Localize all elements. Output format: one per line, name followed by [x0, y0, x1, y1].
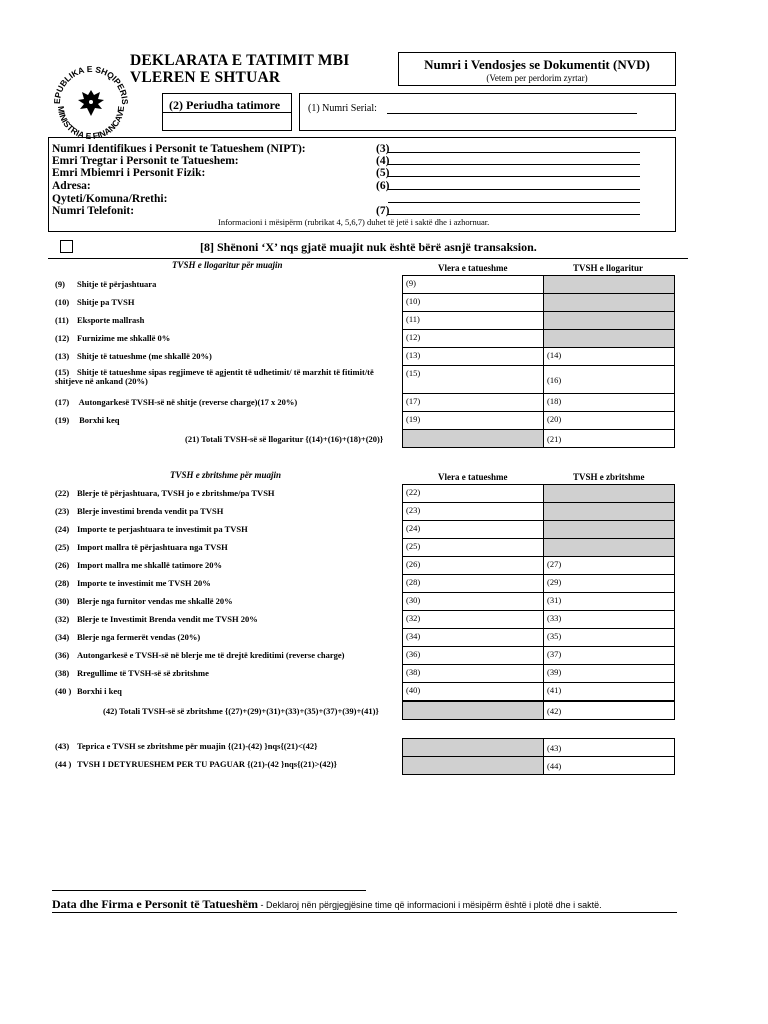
result-row-number: (44 )	[55, 759, 72, 769]
taxpayer-field-input-line[interactable]	[388, 202, 640, 203]
purchase-value-cell[interactable]: (24)	[402, 520, 544, 539]
serial-box[interactable]	[299, 93, 676, 131]
taxpayer-field-input-line[interactable]	[388, 152, 640, 153]
result-vat-cell[interactable]: (44)	[543, 756, 675, 775]
sales-row-text: Borxhi keq	[77, 415, 120, 425]
form-title-line2: VLEREN E SHTUAR	[130, 69, 281, 86]
sales-value-cell[interactable]: (19)	[402, 411, 544, 430]
result-value-cell	[402, 738, 544, 757]
purchase-row-number: (25)	[55, 542, 70, 552]
sales-value-cell[interactable]: (12)	[402, 329, 544, 348]
taxpayer-field-number: (4)	[376, 155, 390, 167]
purchase-row-number: (40 )	[55, 686, 72, 696]
sales-row-label	[55, 368, 374, 386]
purchase-row-text: Blerje te Investimit Brenda vendit me TVSH 20%	[77, 614, 258, 624]
sales-value-cell[interactable]: (11)	[402, 311, 544, 330]
nvd-title: Numri i Vendosjes se Dokumentit (NVD)	[424, 57, 650, 72]
purchase-row-label	[55, 561, 222, 570]
purchase-vat-cell[interactable]: (31)	[543, 592, 675, 611]
purchase-value-cell[interactable]: (28)	[402, 574, 544, 593]
sales-row-number: (9)	[55, 279, 65, 289]
purchase-value-cell[interactable]: (26)	[402, 556, 544, 575]
section-divider	[48, 258, 688, 259]
signature-declaration: - Deklaroj nën përgjegjësine time që informacioni i mësipërm është i plotë dhe i saktë.	[257, 900, 602, 910]
taxpayer-field-label: Numri Telefonit:	[52, 205, 135, 217]
sales-row-label	[55, 298, 134, 307]
purchase-row-text: Blerje nga fermerët vendas (20%)	[77, 632, 201, 642]
purchases-total-vat-cell[interactable]: (42)	[543, 701, 675, 720]
sales-row-number: (17)	[55, 397, 70, 407]
sales-value-cell[interactable]: (17)	[402, 393, 544, 412]
seal-text-bottom: MINISTRIA E FINANCAVE	[55, 105, 127, 142]
purchase-row-text: Borxhi i keq	[77, 686, 122, 696]
sales-value-cell[interactable]: (10)	[402, 293, 544, 312]
result-row-text: TVSH I DETYRUESHEM PER TU PAGUAR {(21)-(42 }nqs{(21)>(42)}	[77, 759, 337, 769]
purchase-row-number: (34)	[55, 632, 70, 642]
signature-line[interactable]	[52, 890, 366, 891]
purchase-vat-cell[interactable]: (27)	[543, 556, 675, 575]
purchase-vat-cell[interactable]: (37)	[543, 646, 675, 665]
purchase-row-number: (23)	[55, 506, 70, 516]
purchase-row-number: (30)	[55, 596, 70, 606]
result-value-cell	[402, 756, 544, 775]
taxpayer-field-input-line[interactable]	[388, 214, 640, 215]
purchases-total-label: (42) Totali TVSH-së së zbritshme {(27)+(29)+(31)+(33)+(35)+(37)+(39)+(41)}	[103, 706, 379, 716]
purchase-vat-cell[interactable]: (39)	[543, 664, 675, 683]
result-row-number: (43)	[55, 741, 70, 751]
result-row-label	[55, 760, 337, 769]
result-vat-cell[interactable]: (43)	[543, 738, 675, 757]
purchase-row-number: (22)	[55, 488, 70, 498]
taxpayer-field-number: (3)	[376, 143, 390, 155]
period-divider	[163, 112, 291, 113]
result-row-text: Teprica e TVSH se zbritshme për muajin {(21)-(42) }nqs{(21)<(42}	[77, 741, 318, 751]
taxpayer-field-label: Adresa:	[52, 180, 91, 192]
purchase-row-label	[55, 615, 258, 624]
purchase-row-label	[55, 525, 248, 534]
sales-col-vat-calculated: TVSH e llogaritur	[573, 263, 643, 273]
sales-row-text: Shitje të tatueshme sipas regjimeve të agjentit të udhetimit/ të marzhit të fitimit/të	[77, 367, 374, 377]
sales-row-text: Shitje të tatueshme (me shkallë 20%)	[77, 351, 212, 361]
serial-input-line[interactable]	[387, 113, 637, 114]
purchase-vat-cell[interactable]: (33)	[543, 610, 675, 629]
sales-row-text-cont: shitjeve në ankand (20%)	[55, 376, 148, 386]
purchase-value-cell[interactable]: (40)	[402, 682, 544, 701]
purchase-row-number: (38)	[55, 668, 70, 678]
purchase-value-cell[interactable]: (38)	[402, 664, 544, 683]
purchase-value-cell[interactable]: (30)	[402, 592, 544, 611]
sales-row-number: (19)	[55, 415, 70, 425]
taxpayer-field-label: Numri Identifikues i Personit te Tatueshem (NIPT):	[52, 143, 306, 155]
sales-total-value-cell	[402, 429, 544, 448]
taxpayer-info-note: Informacioni i mësipërm (rubrikat 4, 5,6,7) duhet të jetë i saktë dhe i azhornuar.	[218, 217, 490, 227]
purchase-vat-cell[interactable]: (41)	[543, 682, 675, 701]
purchase-vat-cell	[543, 502, 675, 521]
period-label: (2) Periudha tatimore	[169, 98, 281, 112]
nvd-subtitle: (Vetem per perdorim zyrtar)	[486, 73, 588, 83]
purchase-vat-cell	[543, 520, 675, 539]
serial-label: (1) Numri Serial:	[308, 103, 377, 114]
purchase-row-label	[55, 579, 211, 588]
purchase-value-cell[interactable]: (32)	[402, 610, 544, 629]
purchases-col-vat-deductible: TVSH e zbritshme	[573, 472, 645, 482]
sales-row-text: Shitje pa TVSH	[77, 297, 135, 307]
purchase-row-text: Import mallra me shkallë tatimore 20%	[77, 560, 223, 570]
taxpayer-field-label: Emri Tregtar i Personit te Tatueshem:	[52, 155, 239, 167]
sales-row-label	[55, 334, 170, 343]
purchase-vat-cell[interactable]: (29)	[543, 574, 675, 593]
sales-row-number: (10)	[55, 297, 70, 307]
purchase-row-label	[55, 633, 200, 642]
purchase-row-text: Blerje nga furnitor vendas me shkallë 20%	[77, 596, 233, 606]
nvd-box	[398, 52, 676, 86]
sales-value-cell[interactable]: (15)	[402, 365, 544, 394]
sales-row-text: Eksporte mallrash	[77, 315, 145, 325]
sales-total-label: (21) Totali TVSH-së së llogaritur {(14)+(16)+(18)+(20)}	[185, 434, 384, 444]
purchases-section-title: TVSH e zbritshme për muajin	[170, 470, 282, 480]
purchase-row-label	[55, 543, 228, 552]
form-title	[130, 52, 350, 86]
sales-value-cell[interactable]: (9)	[402, 275, 544, 294]
seal-text-top: EPUBLIKA E SHQIPERIS	[51, 63, 131, 105]
purchase-row-label	[55, 687, 122, 696]
sales-vat-cell	[543, 329, 675, 348]
sales-row-label	[55, 398, 297, 407]
taxpayer-field-input-line[interactable]	[388, 164, 640, 165]
purchase-row-text: Autongarkesë e TVSH-së në blerje me të drejtë kreditimi (reverse charge)	[77, 650, 345, 660]
purchase-row-label	[55, 669, 209, 678]
taxpayer-field-number: (6)	[376, 180, 390, 192]
ministry-seal-logo	[50, 62, 132, 144]
purchase-value-cell[interactable]: (25)	[402, 538, 544, 557]
purchase-row-number: (36)	[55, 650, 70, 660]
purchase-row-label	[55, 489, 275, 498]
purchase-vat-cell[interactable]: (35)	[543, 628, 675, 647]
sales-row-text: Shitje të përjashtuara	[77, 279, 157, 289]
sales-row-number: (15)	[55, 367, 70, 377]
purchase-vat-cell	[543, 484, 675, 503]
purchase-row-text: Importe te investimit me TVSH 20%	[77, 578, 211, 588]
sales-vat-cell	[543, 293, 675, 312]
purchase-row-number: (26)	[55, 560, 70, 570]
sales-vat-cell[interactable]: (20)	[543, 411, 675, 430]
purchase-row-text: Import mallra të përjashtuara nga TVSH	[77, 542, 228, 552]
sales-value-cell[interactable]: (13)	[402, 347, 544, 366]
purchase-row-text: Blerje të përjashtuara, TVSH jo e zbritshme/pa TVSH	[77, 488, 275, 498]
sales-row-number: (12)	[55, 333, 70, 343]
sales-vat-cell	[543, 311, 675, 330]
taxpayer-field-label: Qyteti/Komuna/Rrethi:	[52, 193, 168, 205]
sales-vat-cell[interactable]: (16)	[543, 365, 675, 394]
purchase-row-text: Rregullime të TVSH-së së zbritshme	[77, 668, 209, 678]
no-transaction-checkbox[interactable]	[60, 240, 73, 253]
taxpayer-field-input-line[interactable]	[388, 189, 640, 190]
eagle-icon	[78, 90, 104, 116]
purchases-total-value-cell	[402, 701, 544, 720]
purchase-row-label	[55, 651, 345, 660]
sales-col-taxable-value: Vlera e tatueshme	[438, 263, 508, 273]
form-title-line1: DEKLARATA E TATIMIT MBI	[130, 52, 350, 69]
sales-row-number: (13)	[55, 351, 70, 361]
signature-label: Data dhe Firma e Personit të Tatueshëm	[52, 897, 258, 911]
sales-total-vat-cell[interactable]: (21)	[543, 429, 675, 448]
purchase-row-number: (28)	[55, 578, 70, 588]
sales-row-text: Furnizime me shkallë 0%	[77, 333, 171, 343]
taxpayer-field-label: Emri Mbiemri i Personit Fizik:	[52, 167, 206, 179]
sales-row-label	[55, 416, 120, 425]
sales-vat-cell[interactable]: (18)	[543, 393, 675, 412]
purchase-value-cell[interactable]: (23)	[402, 502, 544, 521]
taxpayer-field-number: (7)	[376, 205, 390, 217]
sales-vat-cell	[543, 275, 675, 294]
purchase-value-cell[interactable]: (22)	[402, 484, 544, 503]
purchase-row-number: (32)	[55, 614, 70, 624]
taxpayer-field-number: (5)	[376, 167, 390, 179]
signature-bottom-rule	[52, 912, 677, 913]
purchase-value-cell[interactable]: (36)	[402, 646, 544, 665]
purchase-row-label	[55, 597, 233, 606]
result-row-label	[55, 742, 318, 751]
purchase-row-label	[55, 507, 223, 516]
purchase-vat-cell	[543, 538, 675, 557]
signature-statement	[52, 897, 602, 912]
period-box[interactable]	[162, 93, 292, 131]
no-transaction-note: [8] Shënoni ‘X’ nqs gjatë muajit nuk është bërë asnjë transaksion.	[200, 240, 537, 254]
sales-vat-cell[interactable]: (14)	[543, 347, 675, 366]
sales-row-number: (11)	[55, 315, 69, 325]
taxpayer-field-input-line[interactable]	[388, 176, 640, 177]
sales-row-label	[55, 352, 212, 361]
purchase-row-text: Importe te perjashtuara te investimit pa TVSH	[77, 524, 248, 534]
sales-row-label	[55, 316, 144, 325]
purchase-row-text: Blerje investimi brenda vendit pa TVSH	[77, 506, 224, 516]
purchases-col-taxable-value: Vlera e tatueshme	[438, 472, 508, 482]
sales-row-text: Autongarkesë TVSH-së në shitje (reverse charge)(17 x 20%)	[77, 397, 298, 407]
sales-section-title: TVSH e llogaritur për muajin	[172, 260, 283, 270]
purchase-value-cell[interactable]: (34)	[402, 628, 544, 647]
purchase-row-number: (24)	[55, 524, 70, 534]
sales-row-label	[55, 280, 156, 289]
